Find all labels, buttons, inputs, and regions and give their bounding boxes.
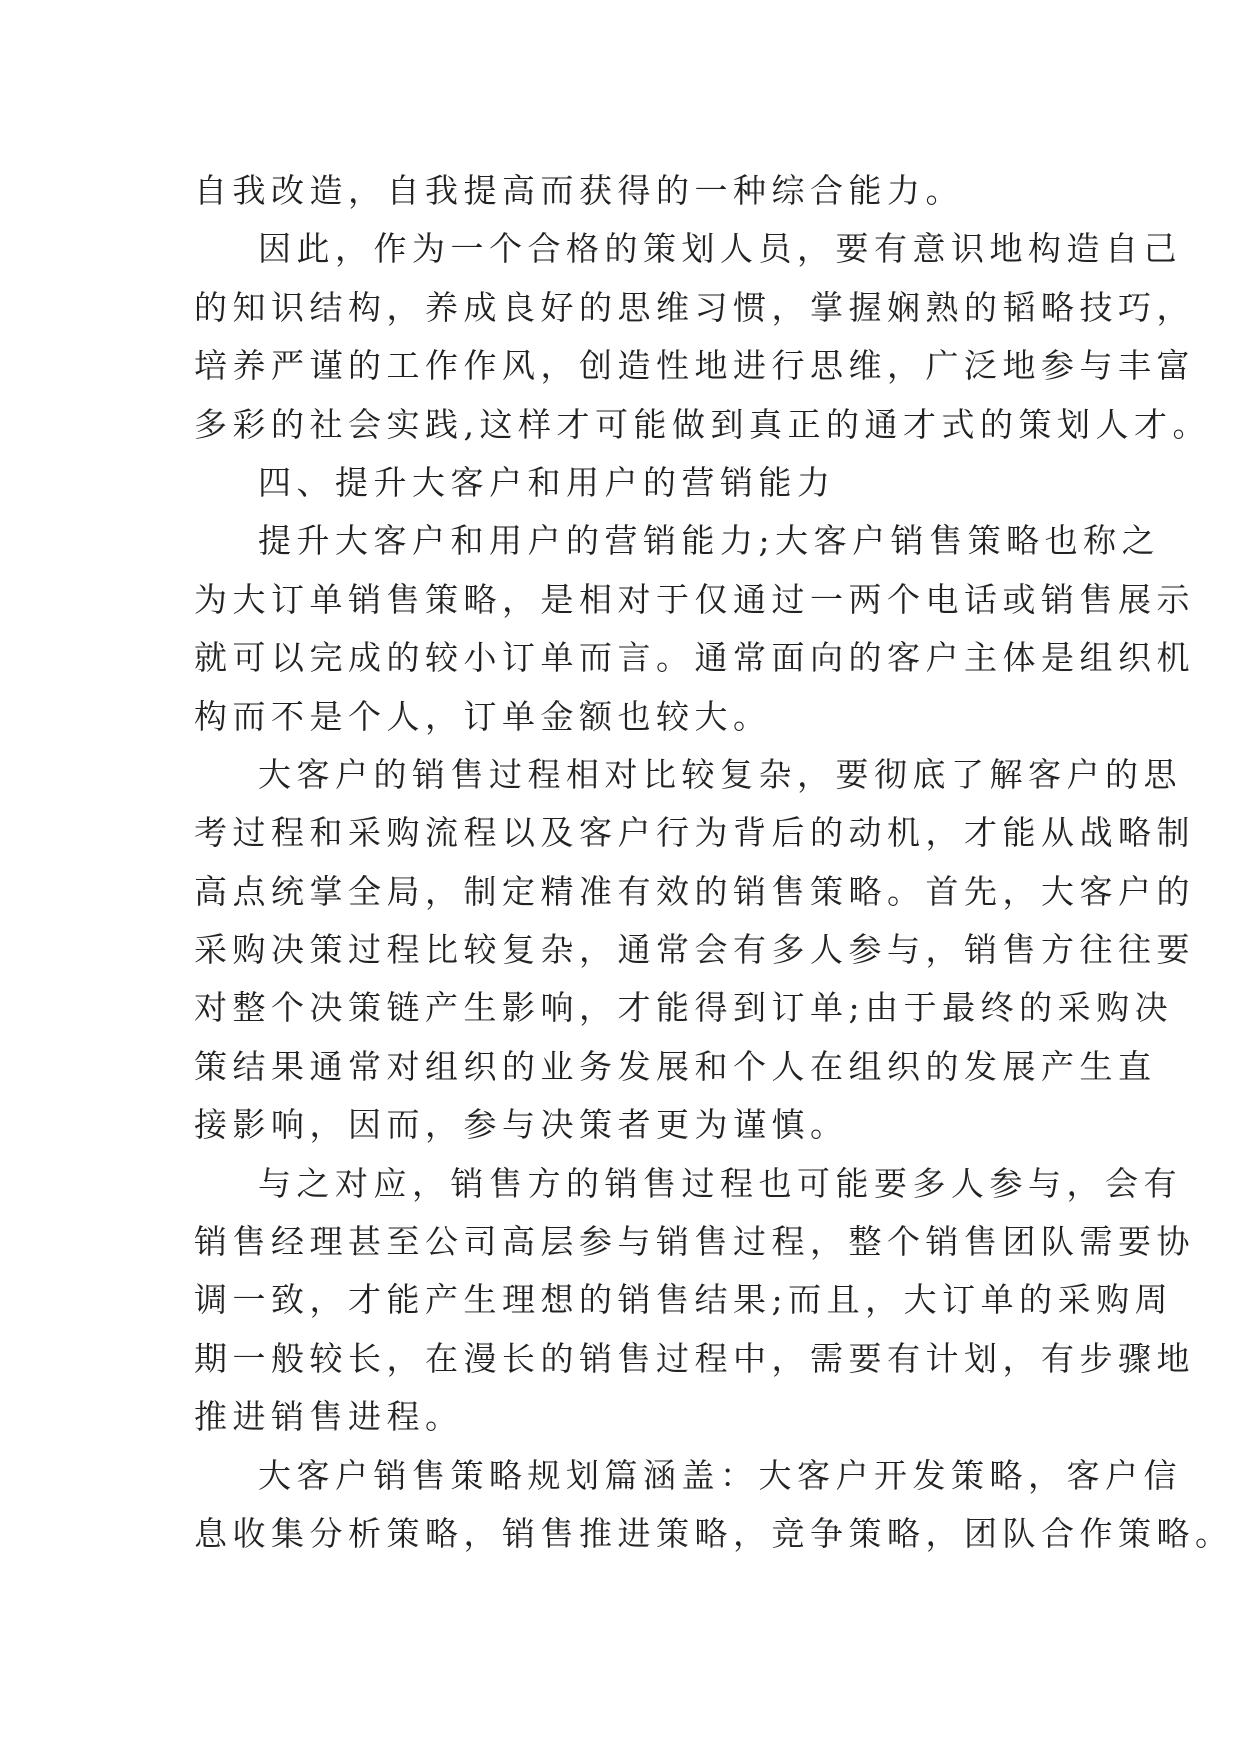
text-line: 期一般较长，在漫长的销售过程中，需要有计划，有步骤地 bbox=[194, 1338, 1195, 1378]
text-line: 大客户的销售过程相对比较复杂，要彻底了解客户的思 bbox=[258, 754, 1182, 794]
text-line: 自我改造，自我提高而获得的一种综合能力。 bbox=[194, 171, 964, 210]
text-line: 对整个决策链产生影响，才能得到订单;由于最终的采购决 bbox=[194, 988, 1174, 1028]
text-line: 提升大客户和用户的营销能力;大客户销售策略也称之 bbox=[258, 521, 1161, 561]
text-line: 高点统掌全局，制定精准有效的销售策略。首先，大客户的 bbox=[194, 871, 1195, 911]
text-line: 接影响，因而，参与决策者更为谨慎。 bbox=[194, 1105, 849, 1145]
text-line: 与之对应，销售方的销售过程也可能要多人参与，会有 bbox=[258, 1163, 1182, 1203]
body-text bbox=[194, 162, 1234, 1563]
text-line: 因此，作为一个合格的策划人员，要有意识地构造自己 bbox=[258, 229, 1182, 269]
section-heading: 四、提升大客户和用户的营销能力 bbox=[258, 462, 836, 502]
text-line: 采购决策过程比较复杂，通常会有多人参与，销售方往往要 bbox=[194, 930, 1195, 970]
text-line: 多彩的社会实践,这样才可能做到真正的通才式的策划人才。 bbox=[194, 404, 1211, 444]
text-line: 培养严谨的工作作风，创造性地进行思维，广泛地参与丰富 bbox=[194, 346, 1195, 386]
text-line: 推进销售进程。 bbox=[194, 1397, 464, 1437]
text-line: 大客户销售策略规划篇涵盖：大客户开发策略，客户信 bbox=[258, 1455, 1182, 1495]
text-line: 为大订单销售策略，是相对于仅通过一两个电话或销售展示 bbox=[194, 579, 1195, 619]
text-line: 就可以完成的较小订单而言。通常面向的客户主体是组织机 bbox=[194, 638, 1195, 678]
text-line: 构而不是个人，订单金额也较大。 bbox=[194, 696, 772, 736]
text-line: 策结果通常对组织的业务发展和个人在组织的发展产生直 bbox=[194, 1046, 1157, 1086]
text-line: 的知识结构，养成良好的思维习惯，掌握娴熟的韬略技巧， bbox=[194, 287, 1195, 327]
text-line: 息收集分析策略，销售推进策略，竞争策略，团队合作策略。 bbox=[194, 1513, 1234, 1553]
text-line: 调一致，才能产生理想的销售结果;而且，大订单的采购周 bbox=[194, 1280, 1174, 1320]
text-line: 考过程和采购流程以及客户行为背后的动机，才能从战略制 bbox=[194, 813, 1195, 853]
text-line: 销售经理甚至公司高层参与销售过程，整个销售团队需要协 bbox=[194, 1222, 1195, 1262]
